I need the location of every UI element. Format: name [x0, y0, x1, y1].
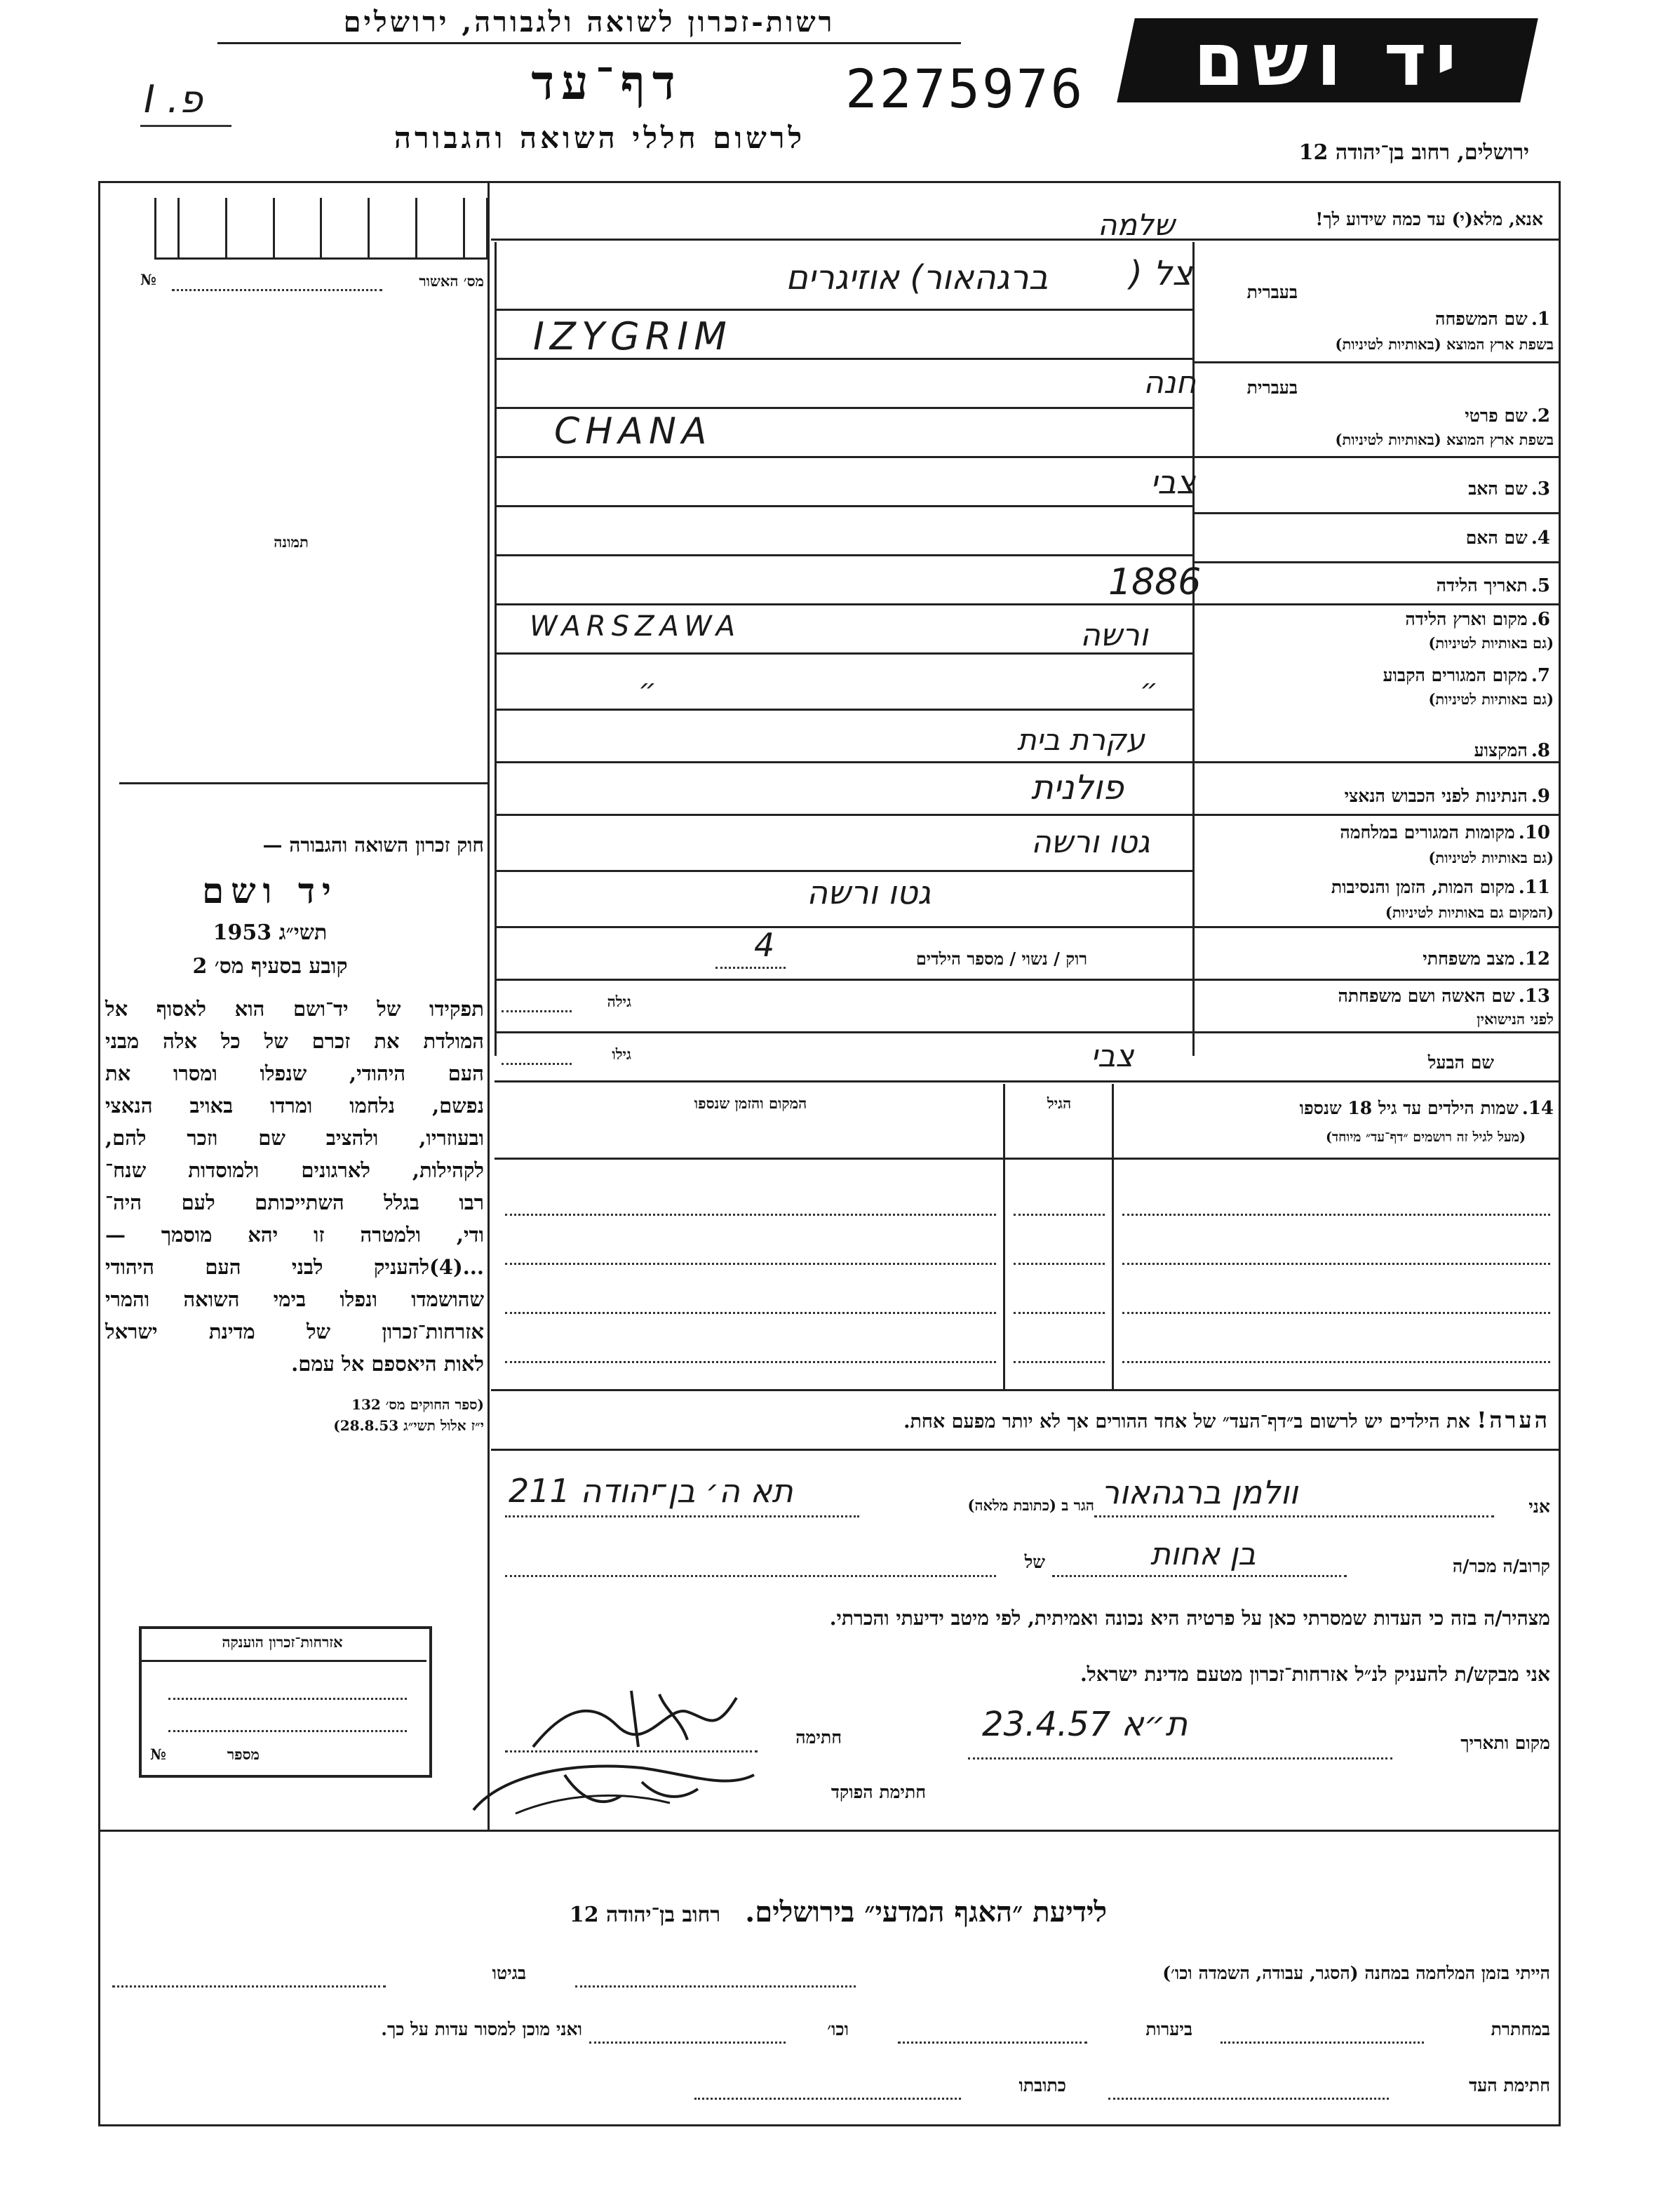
- footer-line2-a: במחתרת: [1491, 2019, 1550, 2039]
- children-row-line: [505, 1312, 996, 1314]
- field-5-num: 5.: [1531, 575, 1550, 596]
- place-date-label: מקום ותאריך: [1460, 1733, 1550, 1753]
- field-1-sub-he: בעברית: [1246, 282, 1298, 302]
- children-row-line: [1122, 1361, 1550, 1363]
- photo-area-bottom: [119, 782, 487, 784]
- footer-line1-dots-b: [112, 1985, 386, 1988]
- declaration-address: תא ה׳ בן־יהודה 211: [509, 1472, 793, 1510]
- children-row-line: [505, 1361, 996, 1363]
- note-text: את הילדים יש לרשום ב״דף־העד״ של אחד ההורים אך לא יותר מפעם אחת.: [903, 1411, 1470, 1433]
- field-12-label: [1199, 949, 1550, 970]
- field-6-value-he: ורשה: [1080, 617, 1148, 653]
- law-year: תשי״ג 1953: [213, 920, 328, 945]
- field-11-num: 11.: [1518, 877, 1550, 898]
- footer-title: לידיעת ״האגף המדעי״ בירושלים.: [745, 1896, 1108, 1929]
- request-text: אני מבקש/ת להעניק לנ״ל אזרחות־זכרון מטעם מדינת ישראל.: [1080, 1663, 1550, 1686]
- row-line: [495, 407, 1192, 409]
- footer-line2-dots-a: [1220, 2042, 1424, 2044]
- citizenship-box-dots-1: [168, 1698, 407, 1700]
- footer-line1-dots-a: [575, 1985, 856, 1988]
- field-10-value: גטו ורשה: [1031, 824, 1150, 860]
- footer-address: רחוב בן־יהודה 12: [569, 1903, 721, 1927]
- field-1-name: שם המשפחה: [1435, 309, 1528, 329]
- declaration-ani: אני: [1528, 1496, 1550, 1517]
- field-10-label: [1199, 822, 1550, 843]
- label-rule: [1192, 512, 1559, 514]
- field-7-value-latin: ״: [638, 673, 657, 706]
- label-rule: [1192, 603, 1559, 605]
- field-1-value-he: ברגהאור) אוזיגרים: [786, 258, 1049, 297]
- note-label: הערה!: [1477, 1407, 1550, 1433]
- law-line: לקהילות, לארגונים ולמוסדות שנח־: [105, 1158, 484, 1182]
- field-13-label: [1199, 986, 1550, 1007]
- field-2-value-latin: CHANA: [554, 410, 713, 453]
- children-label: [1119, 1098, 1554, 1119]
- children-row-line: [1122, 1263, 1550, 1265]
- instructions: אנא, מלא(י) עד כמה שידוע לך!: [1315, 209, 1543, 229]
- law-line: רבו בגלל השתייכותם לעם היה־: [105, 1191, 484, 1214]
- row-line: [495, 554, 1192, 556]
- field-3-name: שם האב: [1468, 478, 1528, 499]
- declaration-name: וולמן ברגהאור: [1101, 1473, 1298, 1511]
- field-13-age-label: גילה: [607, 993, 631, 1010]
- row-line: [495, 1031, 1192, 1033]
- field-2-sub-he: בעברית: [1246, 377, 1298, 398]
- children-row-line: [1014, 1312, 1105, 1314]
- field-11-name: מקום המות, הזמן והנסיבות: [1331, 877, 1515, 897]
- field-2-name: שם פרטי: [1465, 405, 1528, 426]
- field-1-num: 1.: [1531, 309, 1550, 330]
- note-bottom-rule: [491, 1449, 1559, 1451]
- field-5-name: תאריך הלידה: [1436, 575, 1528, 596]
- children-row-line: [1122, 1214, 1550, 1216]
- label-rule: [1192, 761, 1559, 763]
- law-name: יד ושם: [202, 870, 338, 911]
- field-6-name: מקום וארץ הלידה: [1405, 609, 1528, 629]
- law-line: לאות היאספם אל עמם.: [291, 1352, 484, 1376]
- place-date-value: ת״א 23.4.57: [982, 1705, 1188, 1744]
- official-signature-mark: [459, 1747, 768, 1824]
- field-13-age-dots: [502, 1010, 572, 1012]
- row-line: [495, 309, 1192, 311]
- field-7-num: 7.: [1531, 665, 1550, 686]
- children-header-rule: [495, 1158, 1559, 1160]
- approval-label: מס׳ האשור: [419, 272, 484, 290]
- field-5-value: 1886: [1108, 561, 1202, 603]
- citizenship-box-rule: [142, 1660, 426, 1662]
- field-7-sub: (גם באותיות לטיניות): [1428, 690, 1554, 708]
- field-3-value: צבי: [1150, 463, 1196, 501]
- footer-top-rule: [98, 1830, 1561, 1832]
- row-line: [495, 456, 1192, 458]
- frame-top: [98, 181, 1561, 183]
- citizenship-box-no: №: [150, 1745, 166, 1763]
- footer-line1-b: בגיטו: [492, 1963, 526, 1983]
- field-4-name: שם האם: [1465, 528, 1528, 548]
- field-13-sub: לפני הנישואין: [1477, 1010, 1554, 1028]
- footer-line3-dots-a: [1108, 2098, 1389, 2100]
- row-line: [495, 709, 1192, 711]
- law-ref-2: י״ז אלול תשי״ג 28.8.53): [333, 1417, 484, 1434]
- footer-line2-d: ואני מוכן למסור עדות על כך.: [381, 2019, 582, 2039]
- children-row-line: [505, 1214, 996, 1216]
- authority-name: רשות-זכרון לשואה ולגבורה, ירושלים: [343, 6, 835, 39]
- field-8-label: [1199, 740, 1550, 761]
- of-label: של: [1024, 1552, 1045, 1572]
- field-9-label: [1199, 786, 1550, 807]
- relation-value: בן אחות: [1150, 1536, 1256, 1572]
- field-4-label: [1199, 528, 1550, 549]
- field-6-sub: (גם באותיות לטיניות): [1428, 634, 1554, 652]
- field-10-name: מקומות המגורים במלחמה: [1340, 822, 1515, 843]
- law-line: אזרחות־זכרון של מדינת ישראל: [105, 1320, 484, 1343]
- field-11-value: גטו ורשה: [807, 873, 932, 911]
- row-line: [495, 761, 1192, 763]
- field-10-sub: (גם באותיות לטיניות): [1428, 849, 1554, 866]
- of-line: [505, 1575, 996, 1577]
- field-6-num: 6.: [1531, 609, 1550, 630]
- note-top-rule: [491, 1389, 1559, 1391]
- field-12-num: 12.: [1518, 949, 1550, 970]
- value-column-left: [495, 242, 497, 1056]
- logo-text: יד ושם: [1193, 17, 1465, 102]
- approval-no: №: [140, 271, 156, 288]
- row-line: [495, 814, 1192, 816]
- field-13-name: שם האשה ושם משפחתה: [1338, 986, 1515, 1006]
- label-rule: [1192, 979, 1559, 981]
- children-title: שמות הילדים עד גיל 18 שנספו: [1299, 1098, 1519, 1118]
- left-column-divider: [487, 181, 490, 1831]
- children-num: 14.: [1521, 1098, 1554, 1119]
- law-line: שהושמדו ונפלו בימי השואה והמרי: [105, 1287, 484, 1311]
- husband-age-label: גילו: [612, 1045, 631, 1063]
- row-line: [495, 603, 1192, 605]
- form-number: 2275976: [845, 58, 1085, 120]
- label-rule: [495, 1080, 1559, 1082]
- field-4-num: 4.: [1531, 528, 1550, 549]
- instructions-rule: [491, 239, 1559, 241]
- footer-line2-c: וכו׳: [827, 2019, 849, 2039]
- husband-age-dots: [502, 1063, 572, 1065]
- law-text: [105, 993, 484, 1380]
- photo-label: תמונה: [274, 533, 309, 551]
- field-12-value: 4: [754, 926, 775, 964]
- declare-text: מצהיר/ה בזה כי העדות שמסרתי כאן על פרטיה היא נכונה ואמיתית, לפי מיטב ידיעתי והכרתי.: [829, 1607, 1550, 1630]
- field-5-label: [1199, 575, 1550, 596]
- note: [498, 1407, 1550, 1433]
- children-row-line: [1014, 1214, 1105, 1216]
- law-ref-1: (ספר החוקים מס׳ 132: [351, 1396, 484, 1413]
- relation-line: [1052, 1575, 1347, 1577]
- children-row-line: [505, 1263, 996, 1265]
- header-address: ירושלים, רחוב בן־יהודה 12: [1298, 140, 1529, 165]
- field-10-num: 10.: [1518, 822, 1550, 843]
- row-line: [495, 979, 1192, 981]
- husband-label: שם הבעל: [1427, 1052, 1494, 1073]
- footer-heading: [421, 1896, 1256, 1929]
- official-signature-label: חתימת הפוקד: [830, 1782, 926, 1802]
- approval-stub-box: [154, 198, 488, 260]
- approval-dots: [172, 289, 382, 291]
- citizenship-box-dots-2: [168, 1730, 407, 1732]
- form-title: דף־עד: [531, 55, 682, 111]
- label-rule: [1192, 561, 1559, 563]
- footer-line3-dots-b: [694, 2098, 961, 2100]
- frame-left: [98, 181, 100, 2126]
- row-line: [495, 926, 1192, 928]
- field-8-name: המקצוע: [1474, 740, 1528, 760]
- field-7-label: [1199, 665, 1550, 686]
- field-1-value-latin: IZYGRIM: [533, 314, 732, 358]
- law-line: המולדת את זכרם של כל אלה מבני: [105, 1029, 484, 1053]
- label-rule: [1192, 456, 1559, 458]
- field-1-sub: בשפת ארץ המוצא (באותיות לטיניות): [1335, 335, 1554, 353]
- citizenship-box-number-label: מספר: [227, 1745, 260, 1763]
- place-date-line: [968, 1757, 1392, 1759]
- field-1-above: שלמה: [1098, 208, 1175, 242]
- field-7-name: מקום המגורים הקבוע: [1383, 665, 1528, 685]
- field-12-name: מצב משפחתי: [1423, 949, 1515, 969]
- law-line: העם היהודי, שנפלו ומסרו את: [105, 1061, 484, 1085]
- field-9-value: פולנית: [1031, 768, 1124, 807]
- field-2-num: 2.: [1531, 405, 1550, 427]
- frame-bottom: [98, 2124, 1561, 2126]
- row-line: [495, 870, 1192, 872]
- children-col-place: המקום והזמן שנספו: [694, 1094, 807, 1112]
- footer-line3-b: כתובתו: [1018, 2075, 1066, 2096]
- field-12-dots: [715, 967, 786, 969]
- relative-label: קרוב/ה מכר/ה: [1452, 1556, 1550, 1576]
- children-divider-2: [1003, 1084, 1005, 1389]
- form-subtitle: לרשום חללי השואה והגבורה: [394, 121, 806, 155]
- row-line: [495, 505, 1192, 507]
- children-row-line: [1122, 1312, 1550, 1314]
- label-column-divider: [1192, 242, 1195, 1056]
- footer-line2-b: ביערות: [1145, 2019, 1192, 2039]
- declaration-address-line: [505, 1515, 859, 1517]
- authority-underline: [217, 42, 961, 44]
- declaration-residing: הגר ב (כתובת מלאה): [967, 1496, 1094, 1514]
- law-line: תפקידו של יד־ושם הוא לאסוף אל: [105, 997, 484, 1021]
- husband-value: צבי: [1091, 1038, 1134, 1074]
- footer-line2-dots-b: [898, 2042, 1087, 2044]
- field-6-label: [1199, 609, 1550, 630]
- footer-line1-a: הייתי בזמן המלחמה במחנה (הסגר, עבודה, השמדה וכו׳): [1162, 1963, 1550, 1983]
- corner-mark-underline: [140, 125, 231, 127]
- signature-label: חתימה: [795, 1727, 842, 1748]
- field-13-num: 13.: [1518, 986, 1550, 1007]
- label-rule: [1192, 1031, 1559, 1033]
- law-clause: קובע בסעיף מס׳ 2: [192, 954, 348, 979]
- field-12-options: רוק / נשוי / מספר הילדים: [915, 949, 1087, 969]
- law-title: חוק זכרון השואה והגבורה —: [262, 833, 484, 857]
- field-8-value: עקרת בית: [1017, 723, 1145, 757]
- field-11-label: [1199, 877, 1550, 898]
- field-2-label: [1199, 405, 1550, 427]
- label-rule: [1192, 814, 1559, 816]
- field-9-num: 9.: [1531, 786, 1550, 807]
- field-1-label: [1199, 309, 1550, 330]
- footer-line3-a: חתימת העד: [1469, 2075, 1550, 2096]
- field-3-label: [1199, 478, 1550, 500]
- field-7-value-he: ״: [1140, 673, 1158, 706]
- field-2-value-he: חנה: [1143, 365, 1197, 401]
- citizenship-box-title: אזרחות־זכרון הוענקה: [222, 1633, 343, 1651]
- label-rule: [1192, 926, 1559, 928]
- children-sub: (מעל לגיל זה רושמים ״דף־עד״ מיוחד): [1325, 1130, 1526, 1145]
- law-line: נפשם, נלחמו ומרדו באויב הנאצי: [105, 1094, 484, 1118]
- field-2-sub: בשפת ארץ המוצא (באותיות לטיניות): [1335, 431, 1554, 448]
- law-line: ...(4)להעניק לבני העם היהודי: [105, 1255, 484, 1279]
- law-line: ודי, ולמטרה זו יהא מוסמך —: [105, 1223, 484, 1247]
- field-11-sub: (המקום גם באותיות לטיניות): [1385, 904, 1554, 921]
- field-8-num: 8.: [1531, 740, 1550, 761]
- field-1-prefix: צל (: [1129, 254, 1192, 293]
- children-divider-1: [1112, 1084, 1114, 1389]
- children-col-age: הגיל: [1047, 1094, 1072, 1112]
- field-3-num: 3.: [1531, 478, 1550, 500]
- label-rule: [1192, 361, 1559, 363]
- children-row-line: [1014, 1263, 1105, 1265]
- field-6-value-latin: WARSZAWA: [530, 610, 741, 643]
- footer-line2-dots-c: [589, 2042, 786, 2044]
- children-row-line: [1014, 1361, 1105, 1363]
- declaration-name-line: [1094, 1515, 1494, 1517]
- field-9-name: הנתינות לפני הכבוש הנאצי: [1344, 786, 1528, 806]
- law-line: ובעוזריו, ולהציב שם וזכר להם,: [105, 1126, 484, 1150]
- frame-right: [1559, 181, 1561, 2126]
- corner-mark: פ. I: [144, 77, 203, 121]
